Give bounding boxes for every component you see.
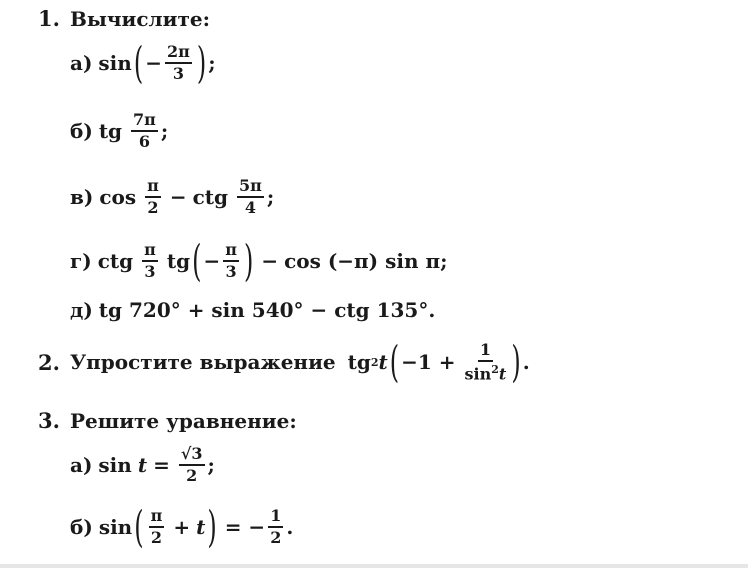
fraction bbox=[223, 242, 239, 280]
task-number: 3. bbox=[38, 408, 60, 433]
denominator: 2 bbox=[186, 466, 198, 485]
semicolon: ; bbox=[207, 453, 215, 477]
numerator: 7π bbox=[131, 112, 158, 132]
semicolon: ; bbox=[208, 51, 216, 75]
task-1-heading bbox=[38, 6, 210, 31]
minus-sign: − bbox=[203, 249, 221, 273]
item-label: а) bbox=[70, 453, 93, 477]
right-paren: ) bbox=[243, 235, 254, 287]
item-label: а) bbox=[70, 51, 93, 75]
fraction bbox=[165, 44, 192, 82]
function-name: sin bbox=[98, 515, 133, 539]
function-name: ctg bbox=[192, 185, 229, 209]
plus-sign: + bbox=[173, 515, 191, 539]
period: . bbox=[522, 350, 530, 375]
denominator: 6 bbox=[138, 132, 151, 151]
variable: t bbox=[196, 515, 206, 539]
left-paren: ( bbox=[192, 235, 202, 287]
item-label: б) bbox=[70, 119, 93, 143]
function-name: ctg bbox=[97, 249, 134, 273]
numerator: √3 bbox=[179, 446, 205, 466]
task-title: Упростите выражение bbox=[69, 350, 336, 375]
task-title: Решите уравнение: bbox=[69, 408, 297, 433]
right-paren: ) bbox=[511, 336, 521, 388]
item-label: б) bbox=[70, 515, 93, 539]
semicolon: ; bbox=[160, 119, 169, 143]
denominator: 2 bbox=[147, 198, 159, 217]
denominator-function: sin bbox=[464, 364, 492, 384]
period: . bbox=[286, 515, 294, 539]
expression-tail: cos (−π) sin π; bbox=[284, 249, 448, 273]
equals-sign: = bbox=[153, 453, 170, 477]
left-paren: ( bbox=[134, 501, 144, 553]
equals-sign: = − bbox=[224, 515, 266, 539]
denominator: 2 bbox=[270, 528, 282, 547]
exponent: 2 bbox=[370, 355, 379, 369]
task-1d bbox=[70, 298, 435, 322]
left-paren: ( bbox=[133, 37, 144, 89]
denominator: 3 bbox=[144, 262, 156, 281]
numerator: π bbox=[223, 242, 239, 262]
numerator: 5π bbox=[237, 178, 264, 198]
expression: tg 720° + sin 540° − ctg 135°. bbox=[98, 298, 436, 322]
denominator bbox=[465, 362, 507, 382]
denominator: 3 bbox=[172, 64, 184, 83]
operator: − bbox=[169, 185, 187, 209]
task-1v bbox=[70, 178, 274, 216]
fraction bbox=[465, 342, 507, 382]
result-fraction bbox=[268, 508, 283, 546]
fraction bbox=[237, 178, 264, 216]
numerator: 2π bbox=[165, 44, 192, 64]
variable: t bbox=[137, 453, 148, 477]
fraction bbox=[142, 242, 158, 280]
right-paren: ) bbox=[196, 37, 207, 89]
numerator: 1 bbox=[268, 508, 283, 528]
fraction bbox=[131, 112, 158, 150]
function-name: sin bbox=[98, 453, 132, 477]
function-name: cos bbox=[99, 185, 137, 209]
bottom-divider bbox=[0, 564, 748, 568]
numerator: π bbox=[149, 508, 165, 528]
minus-sign: − bbox=[145, 51, 162, 75]
function-name: tg bbox=[347, 350, 371, 375]
task-3b bbox=[70, 501, 294, 553]
function-name: tg bbox=[166, 249, 191, 273]
function-name: tg bbox=[98, 119, 123, 143]
function-name: sin bbox=[98, 51, 132, 75]
fraction bbox=[179, 446, 205, 484]
denominator: 3 bbox=[225, 262, 237, 281]
item-label: в) bbox=[70, 185, 94, 209]
task-number: 1. bbox=[38, 6, 60, 31]
numerator: π bbox=[142, 242, 158, 262]
item-label: д) bbox=[70, 298, 93, 322]
task-3a bbox=[70, 446, 215, 484]
numerator: 1 bbox=[478, 342, 493, 362]
numerator: π bbox=[145, 178, 161, 198]
task-2 bbox=[38, 336, 530, 388]
semicolon: ; bbox=[266, 185, 275, 209]
task-number: 2. bbox=[38, 349, 60, 375]
task-1a bbox=[70, 37, 216, 89]
task-1b bbox=[70, 112, 168, 150]
denominator: 2 bbox=[150, 528, 163, 547]
task-title: Вычислите: bbox=[69, 6, 210, 31]
denominator-variable: t bbox=[498, 364, 507, 384]
right-paren: ) bbox=[207, 501, 217, 553]
left-paren: ( bbox=[389, 336, 400, 388]
fraction bbox=[145, 178, 161, 216]
variable: t bbox=[378, 350, 388, 375]
item-label: г) bbox=[70, 249, 92, 273]
task-3-heading bbox=[38, 408, 297, 433]
operator: − bbox=[261, 249, 279, 273]
task-1g bbox=[70, 235, 448, 287]
denominator: 4 bbox=[244, 198, 257, 217]
denominator-exponent: 2 bbox=[491, 363, 499, 376]
inner-expression: −1 + bbox=[401, 350, 456, 375]
fraction bbox=[149, 508, 165, 546]
